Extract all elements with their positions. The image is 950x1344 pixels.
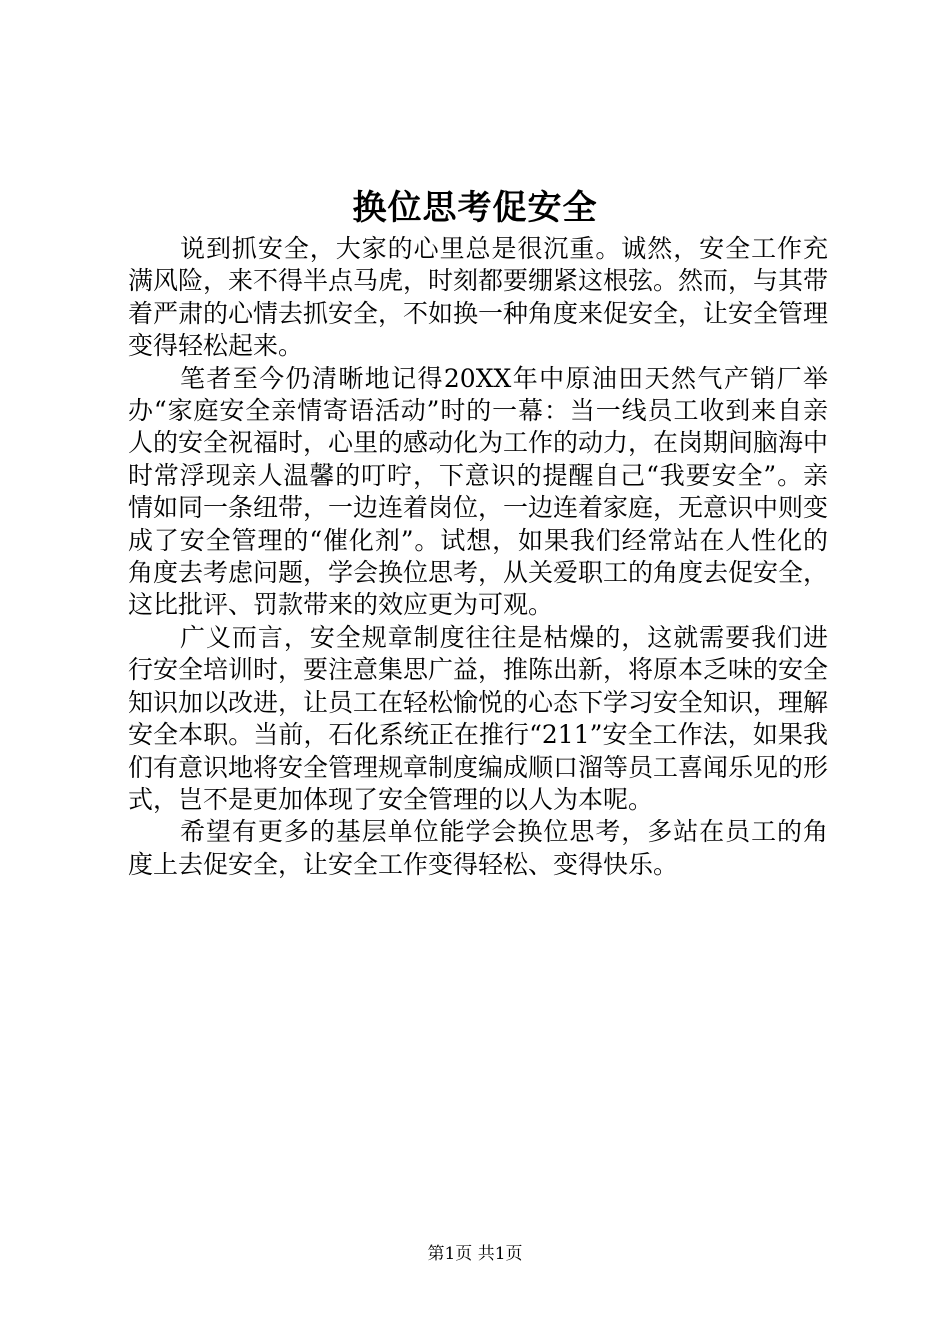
document-title: 换位思考促安全: [352, 188, 598, 228]
document-body: [128, 233, 828, 881]
paragraph-4: 希望有更多的基层单位能学会换位思考，多站在员工的角度上去促安全，让安全工作变得轻松、变得快乐。: [128, 817, 828, 879]
paragraph-2: 笔者至今仍清晰地记得20XX年中原油田天然气产销厂举办“家庭安全亲情寄语活动”时的一幕：当一线员工收到来自亲人的安全祝福时，心里的感动化为工作的动力，在岗期间脑海中时常浮现亲人温馨的叮咛，下意识的提醒自己“我要安全”。亲情如同一条纽带，一边连着岗位，一边连着家庭，无意识中则变成了安全管理的“催化剂”。试想，如果我们经常站在人性化的角度去考虑问题，学会换位思考，从关爱职工的角度去促安全，这比批评、罚款带来的效应更为可观。: [128, 363, 829, 620]
paragraph-3: 广义而言，安全规章制度往往是枯燥的，这就需要我们进行安全培训时，要注意集思广益，推陈出新，将原本乏味的安全知识加以改进，让员工在轻松愉悦的心态下学习安全知识，理解安全本职。当前，石化系统正在推行“211”安全工作法，如果我们有意识地将安全管理规章制度编成顺口溜等员工喜闻乐见的形式，岂不是更加体现了安全管理的以人为本呢。: [128, 622, 829, 814]
paragraph-1: 说到抓安全，大家的心里总是很沉重。诚然，安全工作充满风险，来不得半点马虎，时刻都要绷紧这根弦。然而，与其带着严肃的心情去抓安全，不如换一种角度来促安全，让安全管理变得轻松起来。: [128, 234, 829, 361]
page-footer: 第1页 共1页: [427, 1244, 523, 1264]
